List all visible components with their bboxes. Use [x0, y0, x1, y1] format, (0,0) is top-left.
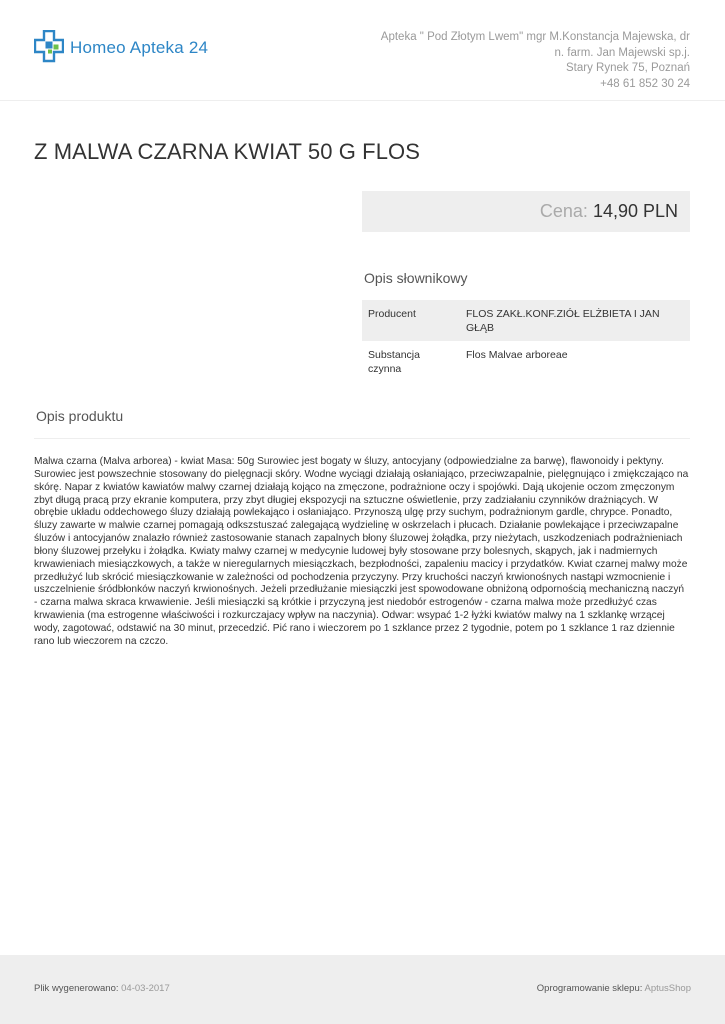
software-credit	[537, 983, 691, 994]
page-footer	[0, 955, 725, 1024]
pharmacy-street: Stary Rynek 75, Poznań	[565, 62, 690, 74]
generated-date: 04-03-2017	[121, 983, 170, 994]
product-description: Malwa czarna (Malva arborea) - kwiat Masa: 50g Surowiec jest bogaty w śluzy, antocyjany (odpowiedzialne za barwę), flawonoidy i pektyny. Surowiec jest powszechnie stosowany do pielęgnacji skóry. Wodne wyciągi działają osłaniająco, przeciwzapalnie, pielęgnująco i zmiękczająco na skórę. Napar z kwiatów kawiatów malwy czarnej działają kojąco na zmęczone, podrażnione oczy i spojówki. Dają ukojenie oczom zmęczonym zbyt długą pracą przy ekranie komputera, przy zbyt długiej ekspozycji na sztuczne oświetlenie, przy zadziałaniu czynników drażniących. W obrębie układu oddechowego śluzy działają powlekająco i osłaniająco. Przynoszą ulgę przy suchym, podrażnionym gardle, chrypce. Ponadto, śluzy zawarte w malwie czarnej pomagają odkszstuszać zalegającą wydzielinę w oskrzelach i płucach. Działanie powlekające i przeciwzapalne śluzów i antocyjanów znalazło również zastosowanie stanach zapalnych błony śluzowej żołądka, przy nieżytach, uszkodzeniach podrażnieniach błony śluzowej przełyku i żołądka. Kwiaty malwy czarnej w medycynie ludowej były stosowane przy bolesnych, skąpych, jak i nadmiernych krwawieniach miesiączkowych, a także w nieregularnych miesiączkach, bezpłodności, zapaleniu macicy i przydatków. Kwiat czarnej malwy może przedłużyć lub skrócić miesiączkowanie w zależności od pochodzenia przyczyny. Przy kruchości naczyń krwionośnych nastąpi wzmocnienie i uszczelnienie śródbłonków naczyń krwionośnych. Jeżeli przedłużanie miesiączki jest spowodowane obniżoną odpornością mechaniczną naczyń - czarna malwa skraca krwawienie. Jeśli miesiączki są krótkie i przyczyną jest niedobór estrogenów - czarna malwa może przedłużyć czas krwawienia (ma estrogenne właściwości i rozkurczajacy wpływ na naczynia). Odwar: wsypać 1-2 łyżki kwiatów malwy na 1 szklankę wrzącej wody, zagotować, odstawić na 30 minut, przecedzić. Pić rano i wieczorem po 1 szklance przez 2 tygodnie, potem po 1 szklance 1 raz dziennie rano lub wieczorem na czczo.	[34, 456, 689, 647]
generated-info	[34, 983, 170, 994]
dictionary-key: Substancja czynna	[362, 341, 460, 382]
pharmacy-name-line-2: n. farm. Jan Majewski sp.j.	[554, 46, 690, 59]
section-divider	[34, 438, 690, 439]
dictionary-value: Flos Malvae arboreae	[460, 341, 690, 382]
dictionary-key: Producent	[362, 300, 460, 341]
brand-name: Homeo Apteka 24	[70, 38, 209, 57]
page-header	[0, 0, 725, 101]
dictionary-section-title: Opis słownikowy	[364, 270, 468, 286]
price-box	[362, 191, 690, 232]
pharmacy-name-line-1: Apteka " Pod Złotym Lwem" mgr M.Konstancja Majewska, dr	[380, 31, 690, 43]
price-value: 14,90 PLN	[592, 201, 678, 221]
dictionary-value: FLOS ZAKŁ.KONF.ZIÓŁ ELŻBIETA I JAN GŁĄB	[460, 300, 690, 341]
software-link[interactable]: AptusShop	[644, 983, 691, 994]
price-label: Cena:	[539, 201, 588, 221]
product-title: Z MALWA CZARNA KWIAT 50 G FLOS	[34, 139, 421, 164]
table-row	[362, 341, 690, 382]
dictionary-table	[362, 300, 690, 382]
software-label: Oprogramowanie sklepu:	[536, 983, 643, 994]
table-row	[362, 300, 690, 341]
medical-cross-logo-icon	[34, 30, 64, 66]
price-line	[540, 201, 678, 222]
pharmacy-phone[interactable]: +48 61 852 30 24	[600, 77, 690, 90]
brand-logo[interactable]	[34, 30, 208, 66]
generated-label: Plik wygenerowano:	[34, 983, 119, 994]
pharmacy-address-block	[350, 30, 690, 92]
description-section-title: Opis produktu	[36, 408, 124, 424]
